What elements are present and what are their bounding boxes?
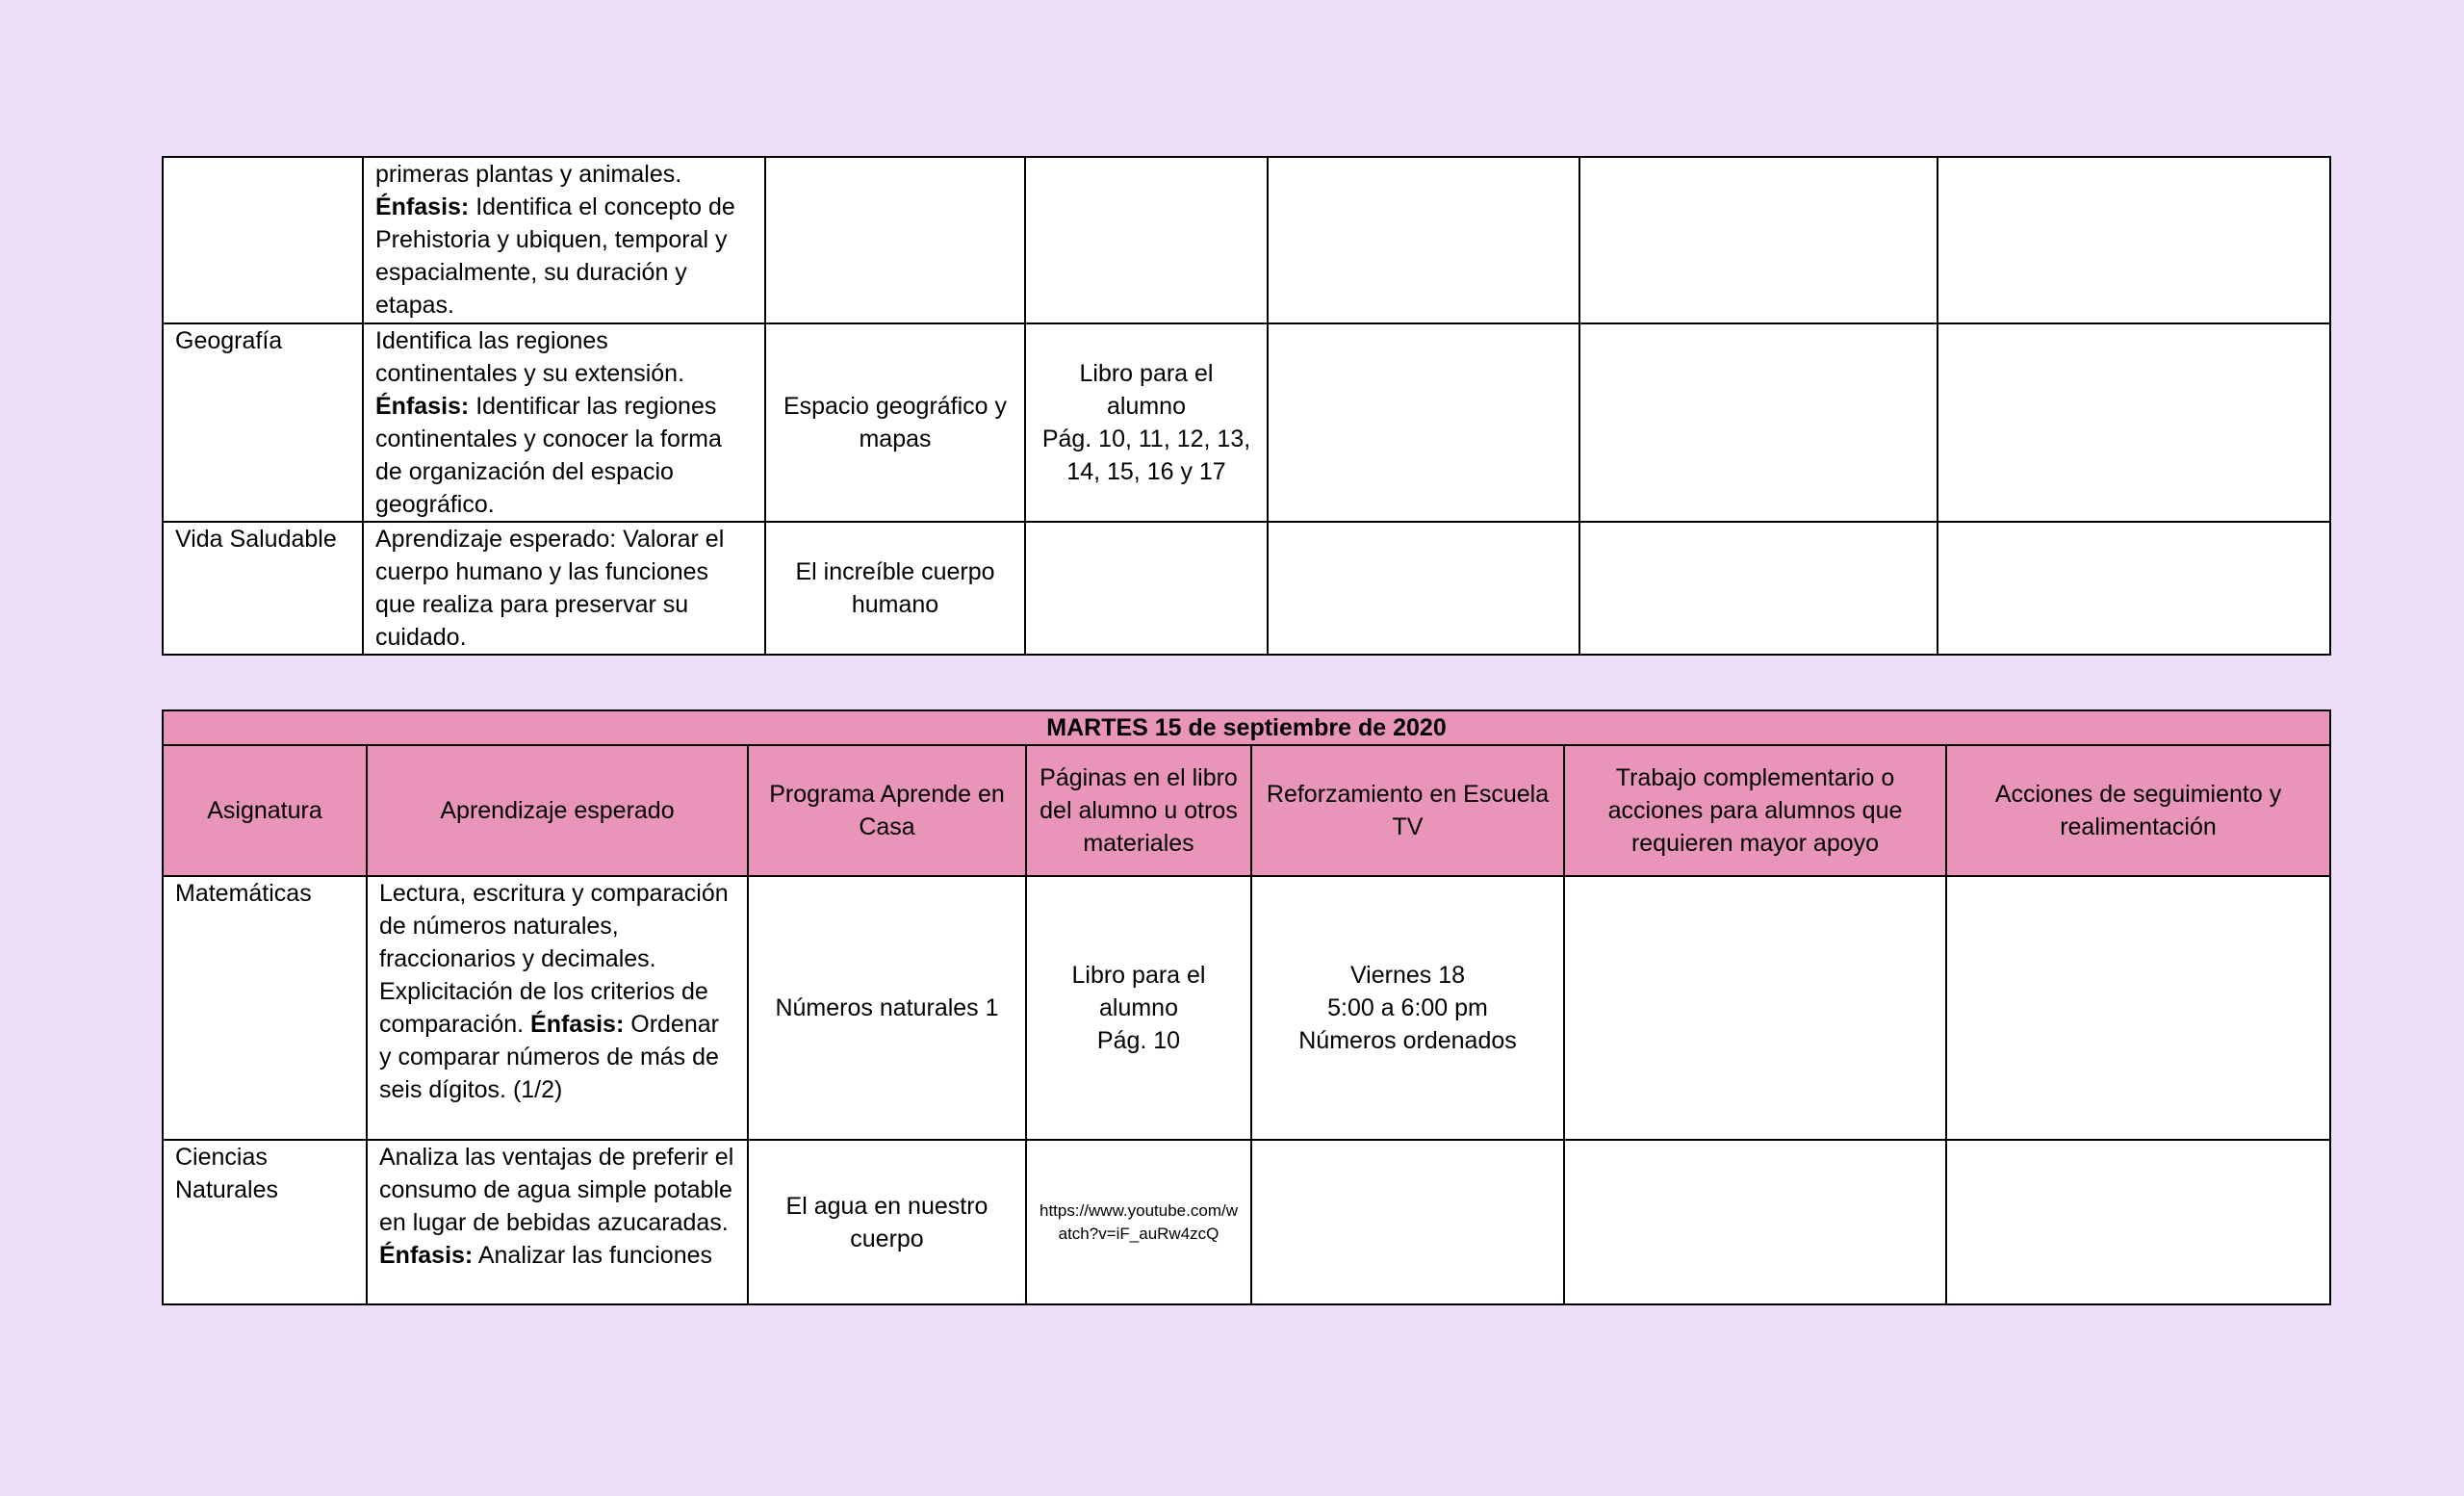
header-complementary: Trabajo complementario o acciones para alumnos que requieren mayor apoyo	[1564, 745, 1946, 876]
tv-program: Números ordenados	[1298, 1027, 1517, 1054]
learning-text: Analiza las ventajas de preferir el consumo de agua simple potable en lugar de bebidas azucaradas.	[379, 1144, 734, 1236]
pages-numbers: Pág. 10, 11, 12, 13, 14, 15, 16 y 17	[1041, 426, 1251, 485]
subject-cell: Ciencias Naturales	[163, 1140, 367, 1304]
tv-cell	[1268, 323, 1579, 522]
program-cell: El agua en nuestro cuerpo	[748, 1140, 1026, 1304]
emphasis-text: Identificar las regiones continentales y conocer la forma de organización del espacio geográfico.	[375, 393, 722, 518]
emphasis-label: Énfasis:	[375, 193, 470, 220]
tuesday-table	[162, 709, 2331, 1305]
followup-cell	[1938, 323, 2330, 522]
complementary-cell	[1579, 323, 1938, 522]
complementary-cell	[1564, 1140, 1946, 1304]
table-row	[163, 1140, 2330, 1304]
header-pages: Páginas en el libro del alumno u otros materiales	[1026, 745, 1251, 876]
tv-day: Viernes 18	[1349, 962, 1466, 989]
table-row	[163, 522, 2330, 655]
tv-cell	[1268, 522, 1579, 655]
emphasis-label: Énfasis:	[530, 1011, 625, 1038]
table-row	[163, 876, 2330, 1140]
learning-text: Aprendizaje esperado: Valorar el cuerpo humano y las funciones que realiza para preservar su cuidado.	[375, 526, 725, 651]
emphasis-label: Énfasis:	[375, 393, 470, 420]
learning-cell	[367, 1140, 748, 1304]
header-program: Programa Aprende en Casa	[748, 745, 1026, 876]
followup-cell	[1938, 157, 2330, 323]
program-cell	[765, 157, 1025, 323]
program-cell: El increíble cuerpo humano	[765, 522, 1025, 655]
tv-cell	[1268, 157, 1579, 323]
complementary-cell	[1579, 522, 1938, 655]
program-cell: Números naturales 1	[748, 876, 1026, 1140]
emphasis-text: Analizar las funciones	[473, 1242, 713, 1269]
table-row	[163, 323, 2330, 522]
pages-cell	[1026, 876, 1251, 1140]
header-row	[163, 745, 2330, 876]
emphasis-text: Ordenar y comparar números de más de seis dígitos. (1/2)	[379, 1011, 719, 1103]
program-cell: Espacio geográfico y mapas	[765, 323, 1025, 522]
header-followup: Acciones de seguimiento y realimentación	[1946, 745, 2330, 876]
learning-text: primeras plantas y animales.	[375, 161, 682, 188]
pages-cell	[1025, 323, 1268, 522]
header-subject: Asignatura	[163, 745, 367, 876]
subject-cell: Geografía	[163, 323, 363, 522]
emphasis-label: Énfasis:	[379, 1242, 474, 1269]
learning-cell	[363, 323, 765, 522]
previous-day-table	[162, 156, 2331, 656]
pages-cell	[1025, 157, 1268, 323]
subject-cell: Vida Saludable	[163, 522, 363, 655]
header-learning: Aprendizaje esperado	[367, 745, 748, 876]
day-title: MARTES 15 de septiembre de 2020	[163, 710, 2330, 745]
pages-numbers: Pág. 10	[1096, 1027, 1181, 1054]
header-tv: Reforzamiento en Escuela TV	[1251, 745, 1564, 876]
complementary-cell	[1564, 876, 1946, 1140]
table-row	[163, 157, 2330, 323]
title-row	[163, 710, 2330, 745]
learning-text: Lectura, escritura y comparación de números naturales, fraccionarios y decimales. Explicitación de los criterios de comparación.	[379, 880, 729, 1038]
emphasis-text: Identifica el concepto de Prehistoria y ubiquen, temporal y espacialmente, su duración y etapas.	[375, 193, 735, 319]
learning-cell	[363, 522, 765, 655]
followup-cell	[1946, 876, 2330, 1140]
followup-cell	[1946, 1140, 2330, 1304]
pages-book: Libro para el alumno	[1071, 962, 1206, 1021]
subject-cell: Matemáticas	[163, 876, 367, 1140]
complementary-cell	[1579, 157, 1938, 323]
subject-cell	[163, 157, 363, 323]
tv-cell	[1251, 1140, 1564, 1304]
learning-text: Identifica las regiones continentales y su extensión.	[375, 327, 685, 387]
pages-book: Libro para el alumno	[1079, 360, 1214, 420]
learning-cell	[363, 157, 765, 323]
pages-cell	[1025, 522, 1268, 655]
tv-time: 5:00 a 6:00 pm	[1327, 994, 1488, 1021]
followup-cell	[1938, 522, 2330, 655]
learning-cell	[367, 876, 748, 1140]
video-link[interactable]: https://www.youtube.com/watch?v=iF_auRw4zcQ	[1026, 1140, 1251, 1304]
tv-cell	[1251, 876, 1564, 1140]
